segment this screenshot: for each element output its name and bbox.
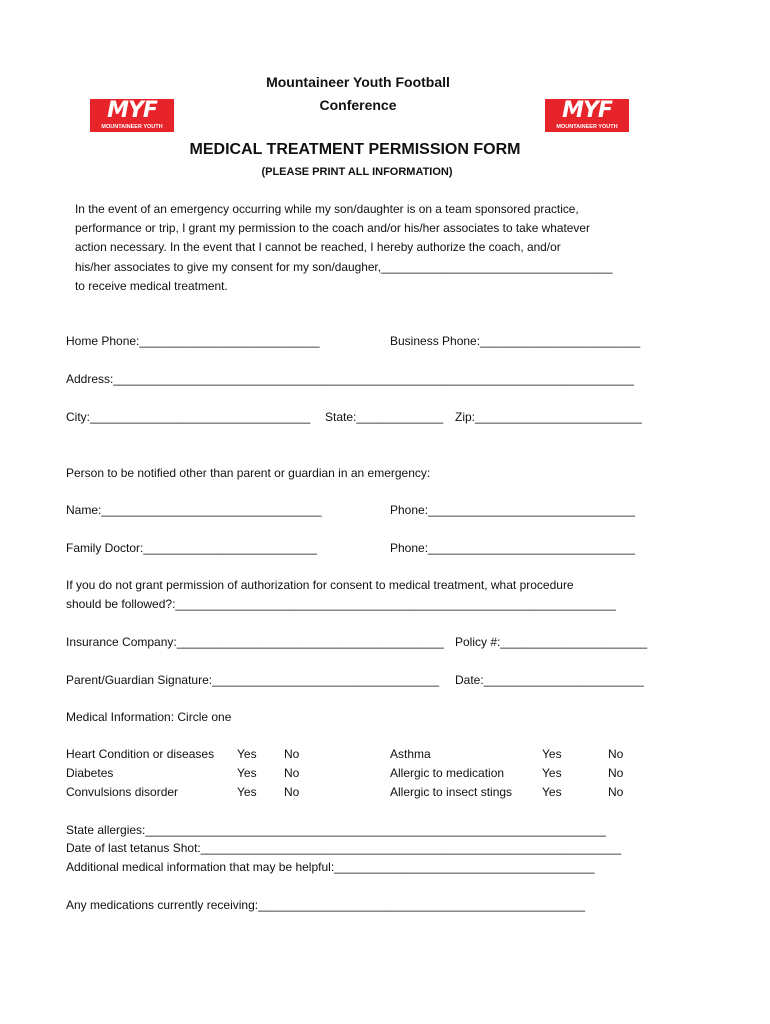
condition-label: Allergic to insect stings (390, 785, 513, 799)
form-subtitle: (PLEASE PRINT ALL INFORMATION) (261, 166, 453, 178)
procedure-field[interactable]: should be followed?:__________________________________________________________________ (66, 597, 616, 611)
condition-label: Diabetes (66, 766, 114, 780)
condition-label: Allergic to medication (390, 766, 505, 780)
yes-option[interactable]: Yes (542, 766, 562, 780)
no-option[interactable]: No (284, 766, 300, 780)
allergies-field[interactable]: State allergies:_____________________________________________________________________ (66, 823, 606, 837)
form-title: MEDICAL TREATMENT PERMISSION FORM (189, 141, 521, 158)
paragraph-line: performance or trip, I grant my permission to the coach and/or his/her associates to take whatever (75, 221, 590, 236)
procedure-question: If you do not grant permission of authorization for consent to medical treatment, what procedure (66, 578, 574, 592)
no-option[interactable]: No (284, 747, 300, 761)
yes-option[interactable]: Yes (542, 747, 562, 761)
myf-logo-left (90, 98, 174, 139)
org-name-line1: Mountaineer Youth Football (266, 74, 450, 90)
consent-paragraph (75, 200, 655, 296)
yes-option[interactable]: Yes (237, 785, 257, 799)
city-field[interactable]: City:_________________________________ (66, 410, 311, 424)
yes-option[interactable]: Yes (237, 766, 257, 780)
doctor-phone-field[interactable]: Phone:_______________________________ (390, 541, 635, 555)
logo-text: MOUNTAINEER YOUTH FOOTBALL (90, 123, 174, 132)
org-name-line2: Conference (319, 97, 397, 113)
insurance-company-field[interactable]: Insurance Company:________________________________________ (66, 635, 444, 649)
emergency-contact-heading: Person to be notified other than parent or guardian in an emergency: (66, 466, 431, 480)
state-field[interactable]: State:_____________ (325, 410, 444, 424)
yes-option[interactable]: Yes (542, 785, 562, 799)
tetanus-date-field[interactable]: Date of last tetanus Shot:_______________________________________________________________ (66, 841, 622, 855)
condition-label: Convulsions disorder (66, 785, 179, 799)
no-option[interactable]: No (284, 785, 300, 799)
no-option[interactable]: No (608, 766, 624, 780)
yes-option[interactable]: Yes (237, 747, 257, 761)
logo-mark: MYF (545, 99, 629, 123)
policy-number-field[interactable]: Policy #:______________________ (455, 635, 648, 649)
medications-field[interactable]: Any medications currently receiving:_________________________________________________ (66, 898, 586, 912)
zip-field[interactable]: Zip:_________________________ (455, 410, 642, 424)
family-doctor-field[interactable]: Family Doctor:__________________________ (66, 541, 317, 555)
medical-conditions-right (390, 745, 512, 802)
logo-mark: MYF (90, 99, 174, 123)
emergency-name-field[interactable]: Name:_________________________________ (66, 503, 322, 517)
paragraph-line: action necessary. In the event that I cannot be reached, I hereby authorize the coach, and/or (75, 240, 561, 255)
paragraph-line: In the event of an emergency occurring while my son/daughter is on a team sponsored practice, (75, 202, 579, 216)
address-field[interactable]: Address:______________________________________________________________________________ (66, 372, 634, 386)
logo-text: MOUNTAINEER YOUTH FOOTBALL (545, 123, 629, 132)
paragraph-line: to receive medical treatment. (75, 278, 228, 293)
business-phone-field[interactable]: Business Phone:________________________ (390, 334, 641, 348)
no-option[interactable]: No (608, 785, 624, 799)
yes-options-right (542, 745, 562, 802)
emergency-phone-field[interactable]: Phone:_______________________________ (390, 503, 635, 517)
condition-label: Asthma (390, 747, 431, 761)
myf-logo-right (545, 98, 629, 139)
paragraph-line[interactable]: his/her associates to give my consent for my son/daugher,___________________________________ (75, 259, 613, 274)
guardian-signature-field[interactable]: Parent/Guardian Signature:__________________________________ (66, 673, 440, 687)
signature-date-field[interactable]: Date:________________________ (455, 673, 644, 687)
medical-conditions-left (66, 745, 214, 802)
no-option[interactable]: No (608, 747, 624, 761)
condition-label: Heart Condition or diseases (66, 747, 215, 761)
no-options-right (608, 745, 623, 802)
no-options-left (284, 745, 299, 802)
medical-info-heading: Medical Information: Circle one (66, 710, 232, 724)
yes-options-left (237, 745, 257, 802)
additional-info-field[interactable]: Additional medical information that may be helpful:_______________________________________ (66, 860, 595, 874)
home-phone-field[interactable]: Home Phone:___________________________ (66, 334, 320, 348)
